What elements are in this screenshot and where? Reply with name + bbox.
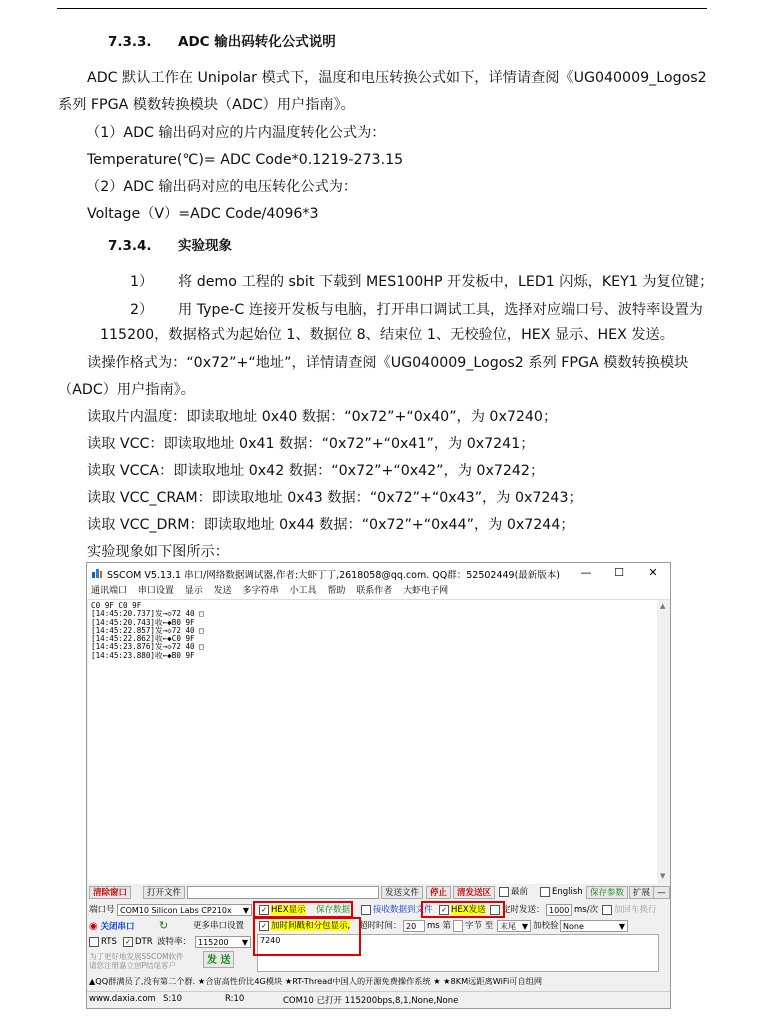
send-scrollbar[interactable] xyxy=(659,934,670,972)
end-select[interactable] xyxy=(497,920,531,932)
close-icon[interactable]: ✕ xyxy=(648,566,658,579)
menu-item[interactable]: 发送 xyxy=(213,586,232,596)
expand-button[interactable]: 扩展 xyxy=(629,886,654,899)
check-icon: ✓ xyxy=(439,905,449,915)
menu-item[interactable]: 串口设置 xyxy=(137,586,174,596)
status-bar xyxy=(87,991,670,1008)
save-data-button[interactable]: 保存数据 xyxy=(316,905,351,915)
minimize-icon[interactable]: — xyxy=(580,566,592,579)
recv-line: [14:45:23.876]发→◇72 40 □ xyxy=(91,642,204,652)
dtr-checkbox[interactable] xyxy=(123,936,153,949)
byte-start-input[interactable] xyxy=(453,920,463,932)
paragraph-line: ADC 默认工作在 Unipolar 模式下，温度和电压转换公式如下，详情请查阅《UG040009_Logos2 xyxy=(87,70,707,86)
open-file-button[interactable]: 打开文件 xyxy=(143,886,185,899)
recv-line: [14:45:23.880]收←◆B0 9F xyxy=(91,650,195,660)
send-file-button[interactable]: 发送文件 xyxy=(381,886,423,899)
port-select[interactable] xyxy=(117,904,252,916)
step-number: 2） xyxy=(130,302,154,318)
section-heading-7-3-3 xyxy=(108,30,336,50)
hex-send-label: HEX发送 xyxy=(451,905,486,915)
marquee-text: ▲QQ群满员了,没有第二个群. ★合宙高性价比4G模块 ★RT-Thread中国人的开源免费操作系统 ★ ★8KM远距离WiFi可自组网 xyxy=(89,976,543,986)
checkbox-icon xyxy=(361,905,371,915)
port-value: COM10 Silicon Labs CP210x xyxy=(120,906,232,915)
status-received: R:10 xyxy=(225,994,245,1004)
window-title: SSCOM V5.13.1 串口/网络数据调试器,作者:大虾丁丁,2618058@qq.com. QQ群：52502449(最新版本) xyxy=(107,570,561,581)
recv-line: [14:45:22.857]发→◇72 40 □ xyxy=(91,625,204,635)
timed-interval-input[interactable]: 1000 xyxy=(546,904,572,916)
menu-item[interactable]: 小工具 xyxy=(289,586,317,596)
step-item xyxy=(130,271,713,291)
checkbox-icon xyxy=(602,905,612,915)
timeout-unit: ms 第 xyxy=(427,921,451,931)
add-newline-label: 加回车换行 xyxy=(614,905,657,915)
timeout-input[interactable]: 20 xyxy=(403,920,425,932)
sscom-app-icon xyxy=(91,567,103,579)
checkbox-icon xyxy=(499,887,509,897)
annotation-frame xyxy=(253,901,353,918)
status-site[interactable]: www.daxia.com xyxy=(89,994,156,1004)
paragraph-line: （ADC）用户指南》。 xyxy=(58,382,195,398)
check-icon: ✓ xyxy=(259,905,269,915)
recv-line: [14:45:20.743]收←◆B0 9F xyxy=(91,617,195,627)
chevron-down-icon: ▼ xyxy=(241,938,248,947)
read-instruction: 读取 VCC_DRM：即读取地址 0x44 数据：“0x72”+“0x44”，为 0x7244； xyxy=(87,517,575,533)
section-heading-7-3-4 xyxy=(108,234,232,254)
formula-temperature: Temperature(℃)= ADC Code*0.1219-273.15 xyxy=(87,152,404,168)
port-label: 端口号 xyxy=(89,905,115,915)
receive-area[interactable] xyxy=(88,600,657,884)
power-icon: ◉ xyxy=(89,921,98,932)
baud-select[interactable] xyxy=(195,936,251,948)
step-item xyxy=(130,299,703,319)
checkbox-icon xyxy=(540,887,550,897)
paragraph-line: 系列 FPGA 模数转换模块（ADC）用户指南》。 xyxy=(58,97,355,113)
chevron-down-icon: ▼ xyxy=(521,922,528,931)
figure-intro: 实验现象如下图所示： xyxy=(87,544,229,560)
menu-bar xyxy=(87,583,670,600)
maximize-icon[interactable]: ☐ xyxy=(614,566,624,579)
step-text: 用 Type-C 连接开发板与电脑，打开串口调试工具，选择对应端口号、波特率设置为 xyxy=(178,302,703,318)
close-port-button[interactable] xyxy=(89,920,134,934)
menu-item[interactable]: 通讯端口 xyxy=(91,586,128,596)
chevron-down-icon: ▼ xyxy=(242,906,249,915)
status-sent: S:10 xyxy=(163,994,183,1004)
section-number: 7.3.3. xyxy=(108,34,152,50)
read-instruction: 读取片内温度：即读取地址 0x40 数据：“0x72”+“0x40”，为 0x7240； xyxy=(87,409,558,425)
formula-label: （1）ADC 输出码对应的片内温度转化公式为： xyxy=(86,125,386,141)
add-newline-checkbox[interactable] xyxy=(602,904,657,917)
refresh-icon[interactable]: ↻ xyxy=(159,919,169,932)
menu-item[interactable]: 多字符串 xyxy=(242,586,279,596)
recv-line: [14:45:20.737]发→◇72 40 □ xyxy=(91,609,204,619)
stop-button[interactable]: 停止 xyxy=(426,886,451,899)
step-text: 将 demo 工程的 sbit 下载到 MES100HP 开发板中，LED1 闪烁，KEY1 为复位键； xyxy=(178,274,714,290)
english-label: English xyxy=(552,887,583,897)
receive-scrollbar[interactable] xyxy=(658,600,669,884)
clear-window-button[interactable]: 清除窗口 xyxy=(89,886,131,899)
annotation-frame xyxy=(421,901,505,918)
menu-item[interactable]: 联系作者 xyxy=(356,586,393,596)
section-title: ADC 输出码转化公式说明 xyxy=(178,34,336,50)
rts-checkbox[interactable] xyxy=(89,936,117,949)
collapse-button[interactable]: — xyxy=(653,886,670,899)
menu-item[interactable]: 显示 xyxy=(184,586,203,596)
status-port: COM10 已打开 115200bps,8,1,None,None xyxy=(283,996,459,1006)
scroll-down-icon[interactable]: ▼ xyxy=(660,872,666,880)
promo-text: 为了更好地发展SSCOM软件 请您注册嘉立创P结尾客户 xyxy=(89,952,184,970)
dtr-label: DTR xyxy=(135,937,153,947)
header-rule xyxy=(57,8,707,9)
annotation-frame xyxy=(253,917,361,956)
paragraph-line: 读操作格式为：“0x72”+“地址”，详情请查阅《UG040009_Logos2 系列 FPGA 模数转换模块 xyxy=(87,355,689,371)
menu-item[interactable]: 大虾电子网 xyxy=(403,586,449,596)
read-instruction: 读取 VCC：即读取地址 0x41 数据：“0x72”+“0x41”，为 0x7241； xyxy=(87,436,535,452)
byte-label: 字节 至 xyxy=(465,921,494,931)
check-icon: ✓ xyxy=(123,937,133,947)
formula-voltage: Voltage（V）=ADC Code/4096*3 xyxy=(87,206,319,222)
hex-display-label: HEX显示 xyxy=(271,905,306,915)
recv-line: [14:45:22.862]收←◆C0 9F xyxy=(91,634,195,644)
sscom-window xyxy=(86,562,671,1009)
checksum-select[interactable] xyxy=(560,920,628,932)
baud-value: 115200 xyxy=(198,938,229,947)
title-bar xyxy=(87,563,670,583)
end-value: 末尾 xyxy=(500,922,516,931)
front-checkbox[interactable] xyxy=(499,886,528,899)
scroll-up-icon[interactable]: ▲ xyxy=(660,602,666,610)
timed-send-label: 定时发送： xyxy=(502,905,545,915)
timeout-label: 超时时间： xyxy=(359,921,402,931)
file-path-input[interactable] xyxy=(187,886,379,899)
baud-label: 波特率： xyxy=(157,937,192,947)
checksum-value: None xyxy=(563,922,584,931)
send-button[interactable]: 发 送 xyxy=(203,951,234,968)
step-continuation: 115200，数据格式为起始位 1、数据位 8、结束位 1、无校验位，HEX 显示、HEX 发送。 xyxy=(100,327,674,343)
timestamp-label: 加时间戳和分包显示, xyxy=(271,921,351,931)
front-label: 最前 xyxy=(511,887,529,897)
chevron-down-icon: ▼ xyxy=(618,922,625,931)
formula-label: （2）ADC 输出码对应的电压转化公式为： xyxy=(86,179,358,195)
english-checkbox[interactable] xyxy=(540,886,583,899)
send-content: 7240 xyxy=(260,936,281,945)
checkbox-icon xyxy=(89,937,99,947)
read-instruction: 读取 VCC_CRAM：即读取地址 0x43 数据：“0x72”+“0x43”，为 0x7243； xyxy=(87,490,583,506)
section-title: 实验现象 xyxy=(178,238,232,254)
read-instruction: 读取 VCCA：即读取地址 0x42 数据：“0x72”+“0x42”，为 0x7242； xyxy=(87,463,545,479)
save-params-button[interactable]: 保存参数 xyxy=(586,886,628,899)
checksum-label: 加校验 xyxy=(533,921,559,931)
rts-label: RTS xyxy=(101,937,117,947)
timed-unit: ms/次 xyxy=(574,905,599,915)
more-settings-button[interactable]: 更多串口设置 xyxy=(193,921,245,931)
section-number: 7.3.4. xyxy=(108,238,152,254)
recv-line: C0 9F C0 9F xyxy=(91,601,142,610)
clear-send-button[interactable]: 清发送区 xyxy=(453,886,495,899)
close-port-label: 关闭串口 xyxy=(100,922,135,932)
recv-to-file-label: 接收数据到文件 xyxy=(373,905,433,915)
menu-item[interactable]: 帮助 xyxy=(327,586,346,596)
step-number: 1） xyxy=(130,274,154,290)
check-icon: ✓ xyxy=(259,921,269,931)
